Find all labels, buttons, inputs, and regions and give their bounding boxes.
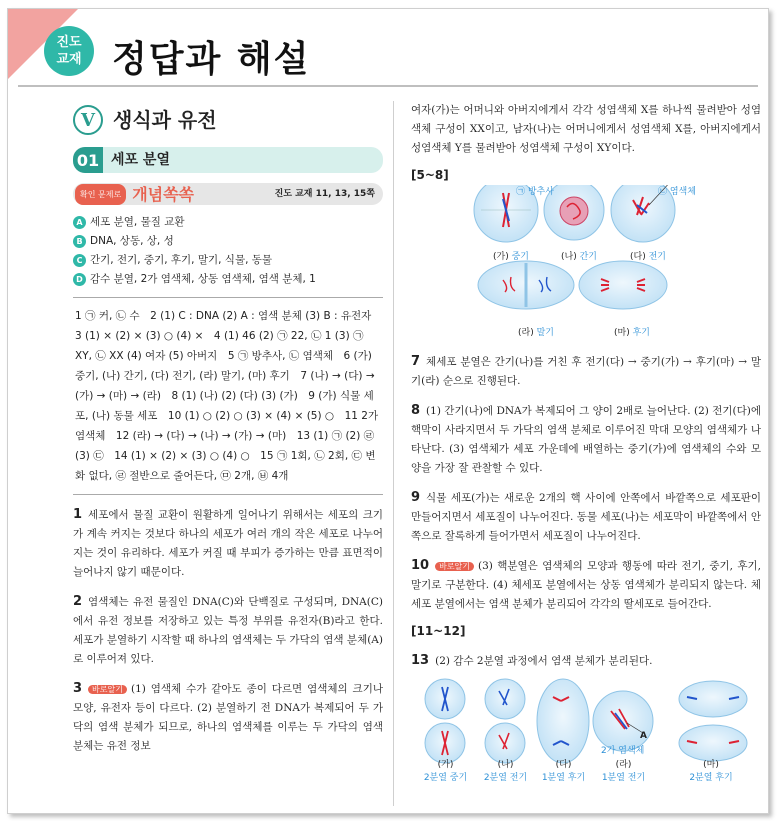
cell-meiosis2-prophase [485, 679, 525, 763]
cell-anaphase [579, 261, 667, 309]
right-column [411, 101, 761, 671]
concept-item [73, 270, 383, 289]
concept-list [73, 213, 383, 289]
concept-ref: 진도 교재 11, 13, 15쪽 [274, 188, 375, 199]
section-title: 세포 분열 [111, 151, 170, 168]
figure-label: [11~12] [411, 624, 466, 638]
caption: (마) 후기 [614, 328, 650, 338]
question-number: 2 [73, 594, 83, 609]
caption: (다) 전기 [630, 252, 666, 262]
unit-heading [73, 105, 383, 135]
question-number: 8 [411, 403, 421, 418]
badge-line2: 교재 [56, 52, 82, 67]
explanation-13 [411, 651, 761, 671]
explanation-8 [411, 401, 761, 478]
caption: (다) 1분열 후기 [541, 760, 586, 783]
section-number: 01 [73, 147, 103, 173]
fig2-captions [413, 757, 763, 787]
concept-text: DNA, 상동, 상, 성 [90, 235, 174, 247]
explanation-text: 염색체는 유전 물질인 DNA(C)와 단백질로 구성되며, DNA(C)에서 유전 정보를 저장하고 있는 특정 부위를 유전자(B)라고 한다. 세포가 분열하기 시작할 때 하나의 염색체는 두 가닥의 염색 분체(A)로 이루어져 있다. [73, 596, 383, 665]
column-divider [393, 101, 394, 806]
cell-meiosis2-metaphase [425, 679, 465, 763]
question-number: 13 [411, 653, 430, 668]
question-number: 9 [411, 490, 421, 505]
marker-a: A [640, 731, 647, 741]
textbook-badge [44, 26, 94, 76]
continued-text: 여자(가)는 어머니와 아버지에게서 각각 성염색체 X를 하나씩 물려받아 성염색체 구성이 XX이고, 남자(나)는 어머니에게서 성염색체 X를, 아버지에게서 성염색체 Y를 물려받아 성염색체 구성이 XY이다. [411, 104, 761, 154]
callout-bivalent: 2가 염색체 [601, 746, 645, 756]
caption: (마) 2분열 후기 [689, 760, 733, 783]
callout-chromosome-label: ㉡ 염색체 [658, 187, 696, 197]
cell-meiosis2-anaphase [679, 681, 747, 761]
document-frame [7, 8, 769, 814]
callout-spindle-label: ㉠ 방추사 [516, 187, 554, 197]
caption: (라) 말기 [518, 328, 554, 338]
explanation-3 [73, 679, 383, 756]
concept-letter: A [73, 216, 86, 229]
explanation-2 [73, 592, 383, 669]
explanation-text: (2) 감수 2분열 과정에서 염색 분체가 분리된다. [435, 655, 653, 667]
concept-bar [73, 183, 383, 205]
caption: (나) 2분열 전기 [483, 760, 528, 783]
concept-item [73, 213, 383, 232]
figure-label: [5~8] [411, 168, 449, 182]
left-column [73, 97, 383, 756]
cell-meiosis1-anaphase [537, 679, 589, 763]
concept-letter: C [73, 254, 86, 267]
concept-item [73, 251, 383, 270]
explanation-1 [73, 505, 383, 582]
unit-numeral: V [73, 105, 103, 135]
caption: (나) 간기 [561, 252, 597, 262]
answer-box: 1 ㉠ 커, ㉡ 수 2 (1) C : DNA (2) A : 염색 분체 (3) B : 유전자 3 (1) × (2) × (3) ○ (4) × 4 (1) 46 (2) ㉠ 22, ㉡ 1 (3) ㉠ XY, ㉡ XX (4) 여자 (5) 아버지 5 ㉠ 방추사, ㉡ 염색체 6 (가) 중기, (나) 간기, (다) 전기, (라) 말기, (마) 후기 7 (나) → (다) → (가) → (마) → (라) 8 (1) (나) (2) (다) (3) (가) 9 (가) 식물 세포, (나) 동물 세포 10 (1) ○ (2) ○ (3) × (4) × (5) ○ 11 2가 염색체 12 (라) → (다) → (나) → (가) → (마) 13 (1) ㉠ (2) ㉣ (3) ㉢ 14 (1) × (2) × (3) ○ (4) ○ 15 ㉠ 1회, ㉡ 2회, ㉢ 변화 없다, ㉣ 절반으로 줄어든다, ㉤ 2개, ㉥ 4개 [73, 297, 383, 495]
explanation-text: 체세포 분열은 간기(나)를 거친 후 전기(다) → 중기(가) → 후기(마) → 말기(라) 순으로 진행된다. [411, 356, 761, 387]
question-number: 7 [411, 354, 421, 369]
concept-text: 감수 분열, 2가 염색체, 상동 염색체, 염색 분체, 1 [90, 273, 316, 285]
question-number: 10 [411, 558, 430, 573]
explanation-text: (3) 핵분열은 염색체의 모양과 행동에 따라 전기, 중기, 후기, 말기로 구분한다. (4) 체세포 분열에서는 상동 염색체가 분리되지 않는다. 체세포 분열에서는 염색 분체가 분리되어 각각의 딸세포로 들어간다. [411, 560, 761, 610]
concept-letter: D [73, 273, 86, 286]
explanation-text: (1) 간기(나)에 DNA가 복제되어 그 양이 2배로 늘어난다. (2) 전기(다)에 핵막이 사라지면서 두 가닥의 염색 분체로 이루어진 막대 모양의 염색체가 나타난다. (3) 염색체가 세포 가운데에 배열하는 중기(가)에 염색체의 수와 모양을 가장 잘 관찰할 수 있다. [411, 405, 761, 474]
caption: (가) 2분열 중기 [423, 760, 468, 783]
question-number: 1 [73, 507, 83, 522]
cell-telophase [478, 261, 574, 309]
caption: (가) 중기 [493, 252, 529, 262]
title-rule [18, 85, 758, 87]
explanation-7 [411, 352, 761, 391]
explanation-10 [411, 556, 761, 614]
concept-text: 세포 분열, 물질 교환 [90, 216, 185, 228]
cell-meiosis1-prophase [593, 691, 653, 751]
badge-line1: 진도 [56, 35, 82, 50]
question-number: 3 [73, 681, 83, 696]
unit-title: 생식과 유전 [113, 107, 217, 132]
concept-letter: B [73, 235, 86, 248]
concept-title: 개념쏙쏙 [132, 184, 195, 204]
explanation-text: 세포에서 물질 교환이 원활하게 일어나기 위해서는 세포의 크기가 계속 커지는 것보다 하나의 세포가 여러 개의 작은 세포로 나누어지는 것이 유리하다. 세포가 커질 때 부피가 증가하는 만큼 표면적이 늘어나지 않기 때문이다. [73, 509, 383, 578]
explanation-9 [411, 488, 761, 546]
concept-text: 간기, 전기, 중기, 후기, 말기, 식물, 동물 [90, 254, 273, 266]
correction-pill: 바로알기 [435, 562, 474, 571]
explanation-text: 식물 세포(가)는 새로운 2개의 핵 사이에 안쪽에서 바깥쪽으로 세포판이 만들어지면서 세포질이 나누어진다. 동물 세포(나)는 세포막이 바깥쪽에서 안쪽으로 잘록하게 들어가면서 세포질이 나누어진다. [411, 492, 761, 542]
section-heading [73, 147, 383, 173]
caption: (라) 1분열 전기 [601, 760, 646, 783]
page-title: 정답과 해설 [112, 39, 311, 80]
concept-tag: 확인 문제로 [75, 184, 126, 205]
concept-item [73, 232, 383, 251]
correction-pill: 바로알기 [88, 685, 127, 694]
explanation-text: (1) 염색체 수가 같아도 종이 다르면 염색체의 크기나 모양, 유전자 등이 다르다. (2) 분열하기 전 DNA가 복제되어 두 가닥의 염색 분체가 되므로, 하나의 염색체를 이루는 두 가닥의 염색 분체는 유전 정보 [73, 683, 383, 752]
